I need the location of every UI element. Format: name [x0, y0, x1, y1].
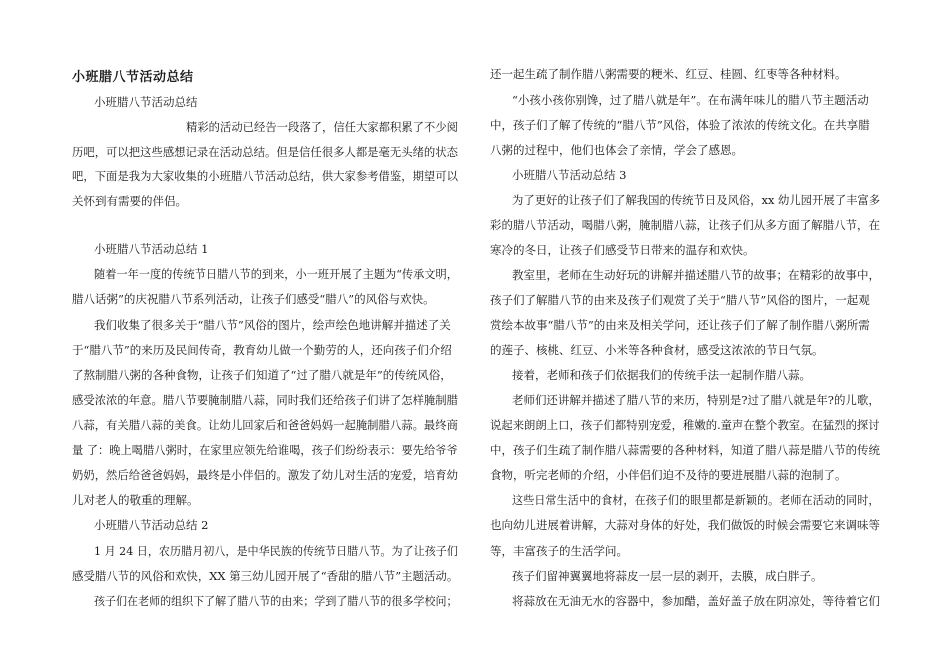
paragraph-line: 赏绘本故事“腊八节”的由来及相关学问，还让孩子们了解了制作腊八粥所需: [490, 318, 870, 332]
paragraph-line: 中，孩子们生疏了制作腊八蒜需要的各种材料，知道了腊八蒜是腊八节的传统: [490, 443, 880, 457]
paragraph-line: 教室里，老师在生动好玩的讲解并描述腊八节的故事；在精彩的故事中，: [512, 268, 880, 282]
paragraph-line: 奶奶，然后给爸爸妈妈，最终是小伴侣的。激发了幼儿对生活的宠爱，培育幼: [72, 468, 458, 482]
paragraph-line: 八粥的过程中，他们也体会了亲情，学会了感恩。: [490, 143, 743, 157]
paragraph-line: 彩的腊八节活动，喝腊八粥，腌制腊八蒜，让孩子们从多方面了解腊八节，在: [490, 218, 880, 232]
paragraph-line: 1 月 24 日，农历腊月初八，是中华民族的传统节日腊八节。为了让孩子们: [94, 544, 458, 558]
paragraph-line: 感受腊八节的风俗和欢快，XX 第三幼儿园开展了“香甜的腊八节”主题活动。: [72, 569, 459, 583]
paragraph-line: 还一起生疏了制作腊八粥需要的粳米、红豆、桂圆、红枣等各种材料。: [490, 67, 847, 81]
paragraph-line: 量 了：晚上喝腊八粥时，在家里应领先给谁喝，孩子们纷纷表示：要先给爷爷: [72, 443, 458, 457]
paragraph-line: 于“腊八节”的来历及民间传奇，教育幼儿做一个勤劳的人，还向孩子们介绍: [72, 343, 452, 357]
paragraph-line: 孩子们在老师的组织下了解了腊八节的由来；学到了腊八节的很多学校问；: [94, 594, 458, 608]
paragraph-line: 中，孩子们了解了传统的“腊八节”风俗，体验了浓浓的传统文化。在共享腊: [490, 118, 870, 132]
subtitle: 小班腊八节活动总结: [94, 95, 198, 109]
paragraph-line: “小孩小孩你别馋，过了腊八就是年”。在布满年味儿的腊八节主题活动: [512, 93, 869, 107]
paragraph-line: 等，丰富孩子的生活学问。: [490, 544, 628, 558]
paragraph-line: 接着，老师和孩子们依据我们的传统手法一起制作腊八蒜。: [512, 368, 811, 382]
section-heading-1: 小班腊八节活动总结 1: [94, 242, 209, 256]
paragraph-line: 感受浓浓的年意。腊八节要腌制腊八蒜，同时我们还给孩子们讲了怎样腌制腊: [72, 393, 458, 407]
section-heading-2: 小班腊八节活动总结 2: [94, 518, 209, 532]
paragraph-line: 八蒜，有关腊八蒜的美食。让幼儿回家后和爸爸妈妈一起腌制腊八蒜。最终商: [72, 418, 458, 432]
paragraph-line: 的莲子、核桃、红豆、小米等各种食材，感受这浓浓的节日气氛。: [490, 343, 824, 357]
paragraph-line: 这些日常生活中的食材，在孩子们的眼里都是新颖的。老师在活动的同时，: [512, 493, 880, 507]
paragraph-line: 食物，听完老师的介绍，小伴侣们迫不及待的要进展腊八蒜的泡制了。: [490, 468, 847, 482]
paragraph-line: 孩子们了解腊八节的由来及孩子们观赏了关于“腊八节”风俗的图片，一起观: [490, 293, 870, 307]
paragraph-line: 儿对老人的敬重的理解。: [72, 493, 199, 507]
paragraph-line: 将蒜放在无油无水的容器中，参加醋，盖好盖子放在阴凉处，等待着它们: [512, 594, 880, 608]
paragraph-line: 寒冷的冬日，让孩子们感受节日带来的温存和欢快。: [490, 243, 755, 257]
paragraph-line: 我们收集了很多关于“腊八节”风俗的图片，绘声绘色地讲解并描述了关: [94, 318, 451, 332]
paragraph-line: 说起来朗朗上口，孩子们都特别宠爱，稚嫩的.童声在整个教室。在猛烈的探讨: [490, 418, 880, 432]
paragraph-line: 随着一年一度的传统节日腊八节的到来，小一班开展了主题为“传承文明，: [94, 267, 458, 281]
paragraph-line: 关怀到有需要的伴侣。: [72, 194, 187, 208]
paragraph-line: 也向幼儿进展着讲解，大蒜对身体的好处，我们做饭的时候会需要它来调味等: [490, 518, 880, 532]
paragraph-line: 了熬制腊八粥的各种食物，让孩子们知道了“过了腊八就是年”的传统风俗，: [72, 368, 452, 382]
paragraph-line: 精彩的活动已经告一段落了，信任大家都积累了不少阅: [186, 120, 458, 134]
paragraph-line: 腊八话粥”的庆祝腊八节系列活动，让孩子们感受“腊八”的风俗与欢快。: [72, 292, 435, 306]
paragraph-line: 吧，下面是我为大家收集的小班腊八节活动总结，供大家参考借鉴，期望可以: [72, 169, 458, 183]
paragraph-line: 孩子们留神翼翼地将蒜皮一层一层的剥开，去膜，成白胖子。: [512, 569, 823, 583]
document-title: 小班腊八节活动总结: [72, 70, 194, 85]
paragraph-line: 老师们还讲解并描述了腊八节的来历，特别是?过了腊八就是年?的儿歌，: [512, 393, 880, 407]
section-heading-3: 小班腊八节活动总结 3: [512, 168, 627, 182]
paragraph-line: 历吧，可以把这些感想记录在活动总结。但是信任很多人都是毫无头绪的状态: [72, 145, 458, 159]
paragraph-line: 为了更好的让孩子们了解我国的传统节日及风俗，xx 幼儿园开展了丰富多: [512, 193, 881, 207]
